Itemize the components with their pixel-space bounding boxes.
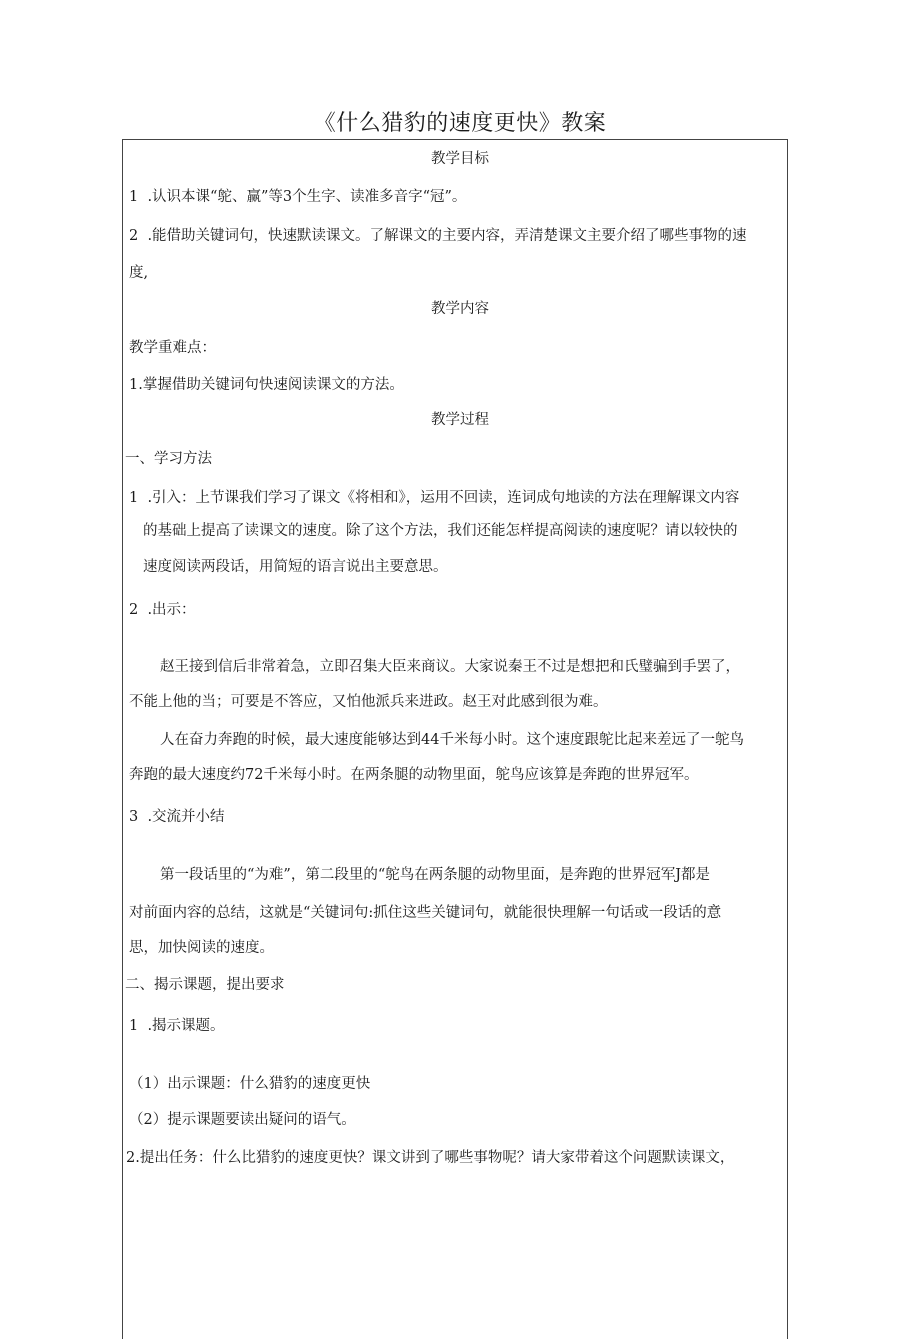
task-step-2: 2.提出任务：什么比猎豹的速度更快？课文讲到了哪些事物呢？请大家带着这个问题默读课文，	[126, 1150, 735, 1166]
step-1-line-3: 速度阅读两段话，用简短的语言说出主要意思。	[143, 559, 448, 575]
quote-paragraph-1-line-2: 不能上他的当；可要是不答应，又怕他派兵来进政。赵王对此感到很为难。	[129, 694, 608, 710]
key-point-1: 1.掌握借助关键词句快速阅读课文的方法。	[129, 377, 404, 393]
section-2-heading: 二、揭示课题，提出要求	[125, 977, 285, 993]
heading-teaching-process: 教学过程	[431, 412, 489, 428]
section-1-heading: 一、学习方法	[125, 451, 212, 467]
reveal-step-1-sub-1: （1）出示课题：什么猎豹的速度更快	[129, 1076, 371, 1092]
heading-teaching-content: 教学内容	[431, 301, 489, 317]
quote-paragraph-1-line-1: 赵王接到信后非常着急，立即召集大臣来商议。大家说秦王不过是想把和氏璧骗到手罢了，	[160, 659, 740, 675]
quote-paragraph-2-line-2: 奔跑的最大速度约72千米每小时。在两条腿的动物里面，鸵鸟应该算是奔跑的世界冠军。	[129, 767, 699, 783]
summary-line-1: 第一段话里的“为难”，第二段里的“鸵鸟在两条腿的动物里面，是奔跑的世界冠军J都是	[160, 867, 711, 883]
goal-item-2-line-2: 度,	[129, 265, 149, 281]
reveal-step-1-sub-2: （2）提示课题要读出疑问的语气。	[129, 1112, 356, 1128]
step-2: 2 .出示：	[129, 602, 196, 618]
step-3: 3 .交流并小结	[129, 809, 225, 825]
summary-line-2: 对前面内容的总结，这就是“关键词句:抓住这些关键词句，就能很快理解一句话或一段话的意	[129, 905, 722, 921]
heading-teaching-goals: 教学目标	[431, 151, 489, 167]
step-1-line-1: 1 .引入：上节课我们学习了课文《将相和》，运用不回读，连词成句地读的方法在理解课文内容	[129, 490, 740, 506]
key-points-label: 教学重难点：	[129, 340, 216, 356]
goal-item-2-line-1: 2 .能借助关键词句，快速默读课文。了解课文的主要内容，弄清楚课文主要介绍了哪些事物的速	[129, 228, 747, 244]
step-1-line-2: 的基础上提高了读课文的速度。除了这个方法，我们还能怎样提高阅读的速度呢？请以较快的	[143, 523, 738, 539]
reveal-step-1: 1 .揭示课题。	[129, 1018, 225, 1034]
document-title: 《什么猎豹的速度更快》教案	[313, 111, 607, 136]
quote-paragraph-2-line-1: 人在奋力奔跑的时候，最大速度能够达到44千米每小时。这个速度跟鸵比起来差远了一鸵鸟	[160, 732, 744, 748]
summary-line-3: 思，加快阅读的速度。	[129, 940, 274, 956]
goal-item-1: 1 .认识本课“鸵、赢”等3个生字、读准多音字“冠”。	[129, 189, 467, 205]
